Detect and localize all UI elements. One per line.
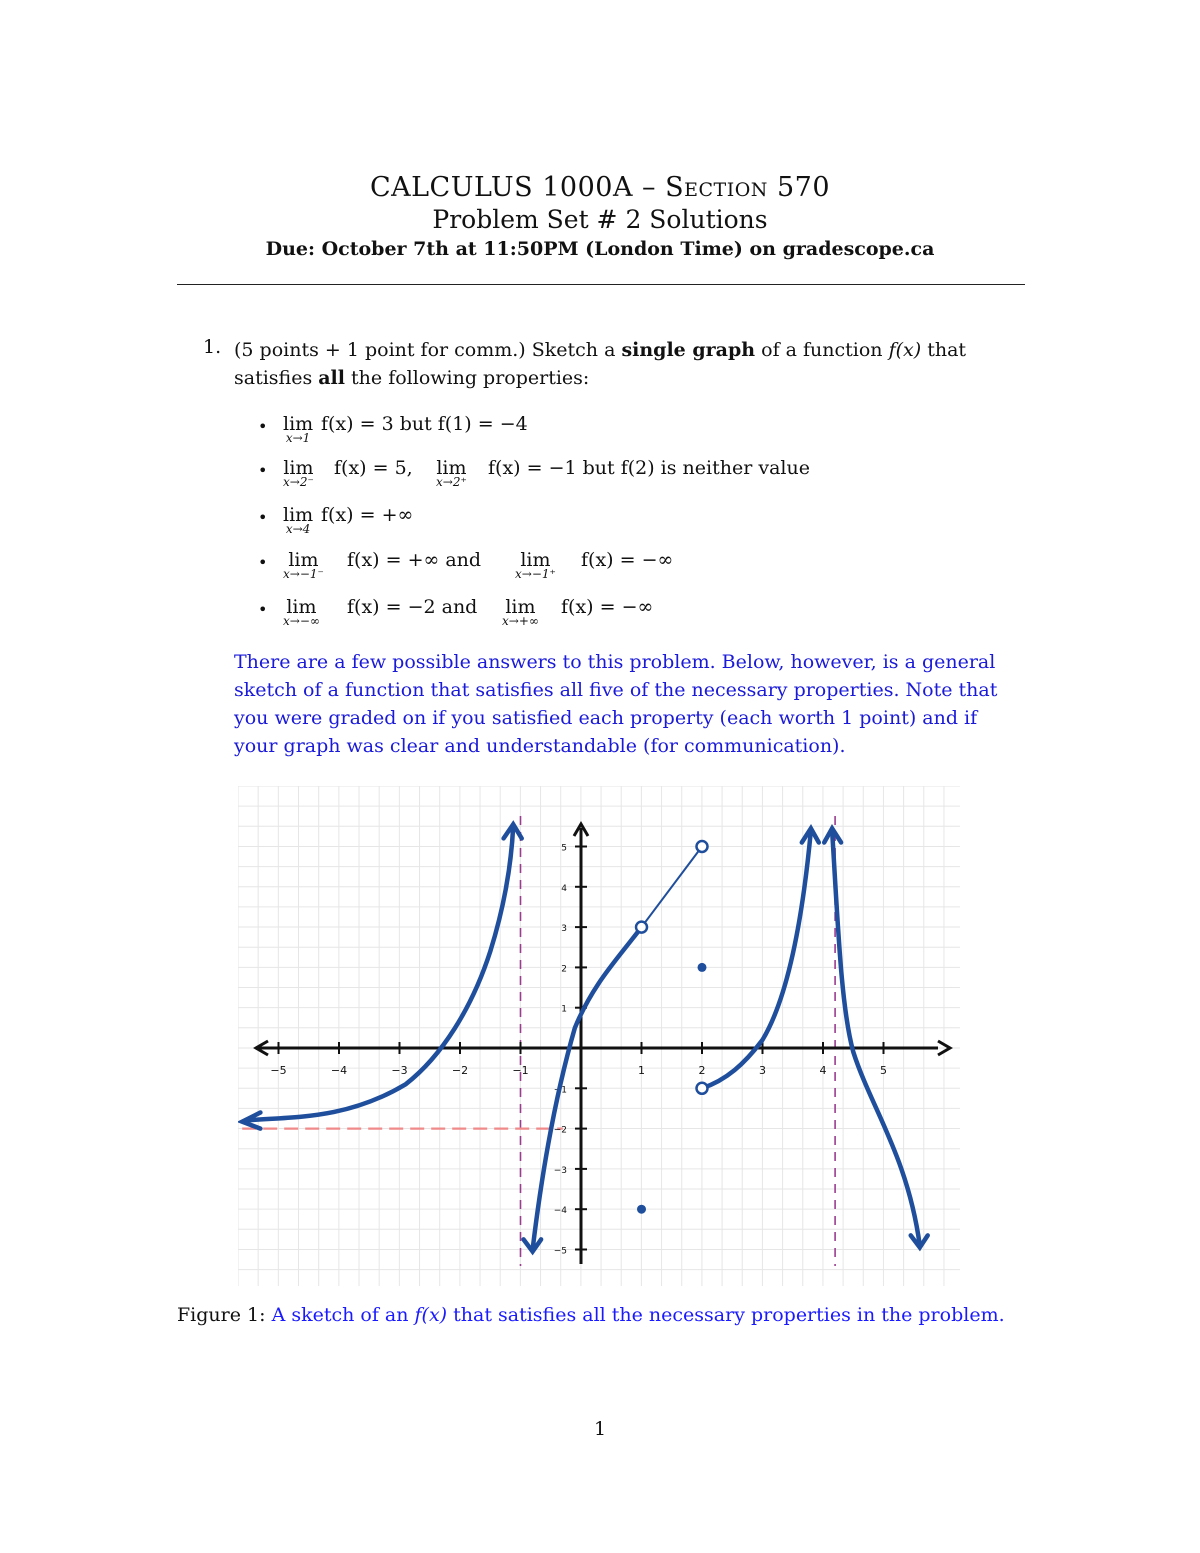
x-tick-label: −2 <box>451 1064 469 1077</box>
x-tick-label: 1 <box>638 1064 645 1077</box>
solution-line: There are a few possible answers to this problem. Below, however, is a general <box>234 651 996 673</box>
bullet-dot: • <box>258 461 268 480</box>
limit-operator: lim x→−∞ <box>283 596 320 628</box>
question-line-2: satisfies all the following properties: <box>234 367 590 389</box>
limit-operator: lim x→−1⁺ <box>515 549 556 581</box>
limit-operator: lim x→2⁺ <box>436 457 467 489</box>
x-tick-label: −4 <box>330 1064 348 1077</box>
y-tick-label: 2 <box>561 964 567 975</box>
open-point-2-neg1 <box>697 1083 708 1094</box>
y-tick-label: −2 <box>553 1125 567 1136</box>
page-number: 1 <box>593 1418 607 1440</box>
tick-labels <box>270 844 887 1257</box>
y-tick-label: 4 <box>561 883 567 894</box>
function-sketch-graph <box>238 786 960 1286</box>
due-date: Due: October 7th at 11:50PM (London Time) on gradescope.ca <box>265 238 935 260</box>
bullet-dot: • <box>258 600 268 619</box>
x-tick-label: 2 <box>698 1064 706 1077</box>
y-tick-label: −1 <box>553 1085 567 1096</box>
graph-axes <box>256 824 950 1264</box>
document-subtitle: Problem Set # 2 Solutions <box>432 205 768 234</box>
x-tick-label: 3 <box>759 1064 766 1077</box>
property-4-expression-b: f(x) = −∞ <box>581 549 674 571</box>
solution-paragraph <box>234 648 1034 760</box>
y-tick-label: −5 <box>553 1246 567 1257</box>
y-tick-label: 5 <box>561 843 567 854</box>
function-curves <box>242 824 928 1251</box>
x-tick-label: 4 <box>819 1064 827 1077</box>
filled-point-1-neg4 <box>637 1205 646 1214</box>
bullet-dot: • <box>258 508 268 527</box>
far-right-branch-curve <box>832 830 920 1245</box>
y-tick-label: 1 <box>561 1004 567 1015</box>
x-tick-label: −1 <box>512 1064 529 1077</box>
header-divider <box>177 284 1025 285</box>
open-point-1-3 <box>636 922 647 933</box>
property-4-expression-a: f(x) = +∞ and <box>347 549 482 571</box>
question-line-1: (5 points + 1 point for comm.) Sketch a single graph of a function f(x) that <box>234 339 967 361</box>
x-tick-label: −5 <box>270 1064 287 1077</box>
title-section-word: Section <box>665 172 768 203</box>
figure-caption: Figure 1: A sketch of an f(x) that satisfies all the necessary properties in the problem. <box>177 1304 1005 1326</box>
limit-operator: lim x→4 <box>283 504 314 536</box>
property-5-expression-a: f(x) = −2 and <box>347 596 478 618</box>
bullet-dot: • <box>258 553 268 572</box>
property-1-expression: f(x) = 3 but f(1) = −4 <box>321 413 528 435</box>
limit-operator: lim x→+∞ <box>502 596 539 628</box>
property-5-expression-b: f(x) = −∞ <box>561 596 654 618</box>
y-tick-label: −3 <box>553 1165 567 1176</box>
y-tick-label: 3 <box>561 924 567 935</box>
solution-line: your graph was clear and understandable (for communication). <box>234 735 846 757</box>
x-tick-label: −3 <box>391 1064 408 1077</box>
right-branch-left-curve <box>702 830 811 1088</box>
property-2-expression-b: f(x) = −1 but f(2) is neither value <box>488 457 810 479</box>
limit-operator: lim x→1 <box>283 413 314 445</box>
bullet-dot: • <box>258 417 268 436</box>
x-tick-label: 5 <box>880 1064 887 1077</box>
property-2-expression-a: f(x) = 5, <box>334 457 413 479</box>
filled-point-2-2 <box>698 963 707 972</box>
solution-line: sketch of a function that satisfies all five of the necessary properties. Note that <box>234 679 998 701</box>
document-title: CALCULUS 1000A – Section 570 <box>369 172 831 203</box>
property-3-expression: f(x) = +∞ <box>321 504 414 526</box>
solution-line: you were graded on if you satisfied each property (each worth 1 point) and if <box>234 707 978 729</box>
open-point-2-5 <box>697 841 708 852</box>
limit-operator: lim x→2⁻ <box>283 457 314 489</box>
question-number: 1. <box>203 336 222 358</box>
limit-operator: lim x→−1⁻ <box>283 549 324 581</box>
y-tick-label: −4 <box>553 1206 567 1217</box>
